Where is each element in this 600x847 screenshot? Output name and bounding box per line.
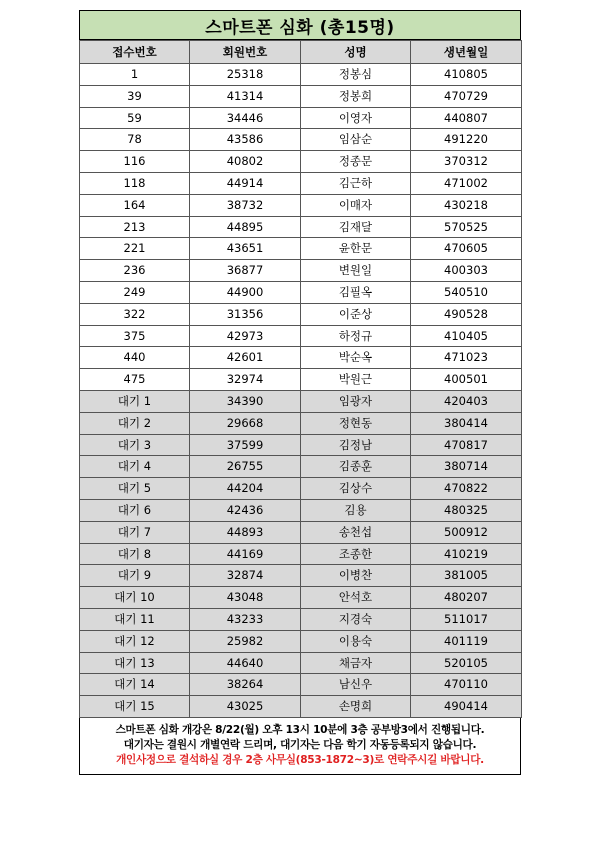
- cell-name: 정현동: [301, 412, 411, 434]
- cell-birthdate: 410219: [411, 543, 522, 565]
- cell-member-no: 43586: [190, 129, 301, 151]
- cell-name: 이준상: [301, 303, 411, 325]
- cell-name: 송천섭: [301, 521, 411, 543]
- cell-member-no: 44169: [190, 543, 301, 565]
- cell-birthdate: 490528: [411, 303, 522, 325]
- cell-birthdate: 410805: [411, 64, 522, 86]
- cell-receipt-no: 164: [80, 194, 190, 216]
- table-row: [80, 325, 522, 347]
- cell-receipt-no: 대기 12: [80, 630, 190, 652]
- cell-name: 정종문: [301, 151, 411, 173]
- waitlist-row: [80, 696, 522, 718]
- cell-member-no: 38264: [190, 674, 301, 696]
- cell-member-no: 40802: [190, 151, 301, 173]
- cell-birthdate: 380714: [411, 456, 522, 478]
- cell-receipt-no: 440: [80, 347, 190, 369]
- cell-birthdate: 400501: [411, 369, 522, 391]
- cell-member-no: 41314: [190, 85, 301, 107]
- cell-birthdate: 440807: [411, 107, 522, 129]
- cell-birthdate: 400303: [411, 260, 522, 282]
- waitlist-row: [80, 456, 522, 478]
- cell-name: 김용: [301, 499, 411, 521]
- cell-member-no: 43233: [190, 608, 301, 630]
- cell-birthdate: 471002: [411, 172, 522, 194]
- cell-receipt-no: 118: [80, 172, 190, 194]
- waitlist-row: [80, 390, 522, 412]
- cell-name: 남신우: [301, 674, 411, 696]
- cell-receipt-no: 322: [80, 303, 190, 325]
- cell-name: 임삼순: [301, 129, 411, 151]
- notice-line-waitlist: 대기자는 결원시 개별연락 드리며, 대기자는 다음 학기 자동등록되지 않습니다.: [123, 738, 477, 751]
- waitlist-row: [80, 630, 522, 652]
- cell-birthdate: 470822: [411, 478, 522, 500]
- cell-receipt-no: 375: [80, 325, 190, 347]
- cell-member-no: 32874: [190, 565, 301, 587]
- cell-birthdate: 490414: [411, 696, 522, 718]
- cell-birthdate: 540510: [411, 281, 522, 303]
- cell-receipt-no: 1: [80, 64, 190, 86]
- table-row: [80, 151, 522, 173]
- cell-member-no: 42436: [190, 499, 301, 521]
- cell-birthdate: 511017: [411, 608, 522, 630]
- cell-birthdate: 381005: [411, 565, 522, 587]
- waitlist-row: [80, 608, 522, 630]
- cell-receipt-no: 대기 9: [80, 565, 190, 587]
- cell-name: 정봉심: [301, 64, 411, 86]
- cell-birthdate: 491220: [411, 129, 522, 151]
- cell-receipt-no: 대기 2: [80, 412, 190, 434]
- cell-birthdate: 480207: [411, 587, 522, 609]
- cell-member-no: 34390: [190, 390, 301, 412]
- cell-member-no: 36877: [190, 260, 301, 282]
- cell-name: 김근하: [301, 172, 411, 194]
- cell-name: 김필옥: [301, 281, 411, 303]
- cell-name: 이영자: [301, 107, 411, 129]
- cell-name: 채금자: [301, 652, 411, 674]
- cell-member-no: 44640: [190, 652, 301, 674]
- cell-member-no: 44914: [190, 172, 301, 194]
- cell-receipt-no: 213: [80, 216, 190, 238]
- cell-birthdate: 380414: [411, 412, 522, 434]
- waitlist-row: [80, 565, 522, 587]
- cell-name: 손명희: [301, 696, 411, 718]
- table-row: [80, 369, 522, 391]
- table-row: [80, 172, 522, 194]
- cell-member-no: 37599: [190, 434, 301, 456]
- cell-receipt-no: 대기 14: [80, 674, 190, 696]
- cell-receipt-no: 대기 4: [80, 456, 190, 478]
- cell-name: 지경숙: [301, 608, 411, 630]
- cell-receipt-no: 대기 3: [80, 434, 190, 456]
- header-row: [80, 41, 522, 64]
- cell-receipt-no: 대기 1: [80, 390, 190, 412]
- table-row: [80, 281, 522, 303]
- cell-member-no: 42601: [190, 347, 301, 369]
- notice-line-absence: 개인사정으로 결석하실 경우 2층 사무실(853-1872~3)로 연락주시길 바랍니다.: [116, 753, 484, 766]
- cell-member-no: 44204: [190, 478, 301, 500]
- table-row: [80, 194, 522, 216]
- cell-receipt-no: 221: [80, 238, 190, 260]
- waitlist-row: [80, 434, 522, 456]
- cell-receipt-no: 대기 15: [80, 696, 190, 718]
- cell-birthdate: 401119: [411, 630, 522, 652]
- table-row: [80, 107, 522, 129]
- cell-receipt-no: 대기 5: [80, 478, 190, 500]
- cell-receipt-no: 116: [80, 151, 190, 173]
- waitlist-row: [80, 652, 522, 674]
- cell-receipt-no: 대기 7: [80, 521, 190, 543]
- cell-member-no: 44893: [190, 521, 301, 543]
- table-row: [80, 260, 522, 282]
- waitlist-row: [80, 499, 522, 521]
- cell-receipt-no: 236: [80, 260, 190, 282]
- cell-member-no: 43048: [190, 587, 301, 609]
- cell-member-no: 42973: [190, 325, 301, 347]
- cell-receipt-no: 475: [80, 369, 190, 391]
- cell-name: 김정남: [301, 434, 411, 456]
- waitlist-row: [80, 521, 522, 543]
- roster-sheet: [79, 10, 521, 775]
- cell-member-no: 25318: [190, 64, 301, 86]
- cell-name: 임광자: [301, 390, 411, 412]
- cell-name: 이용숙: [301, 630, 411, 652]
- table-row: [80, 216, 522, 238]
- cell-name: 김종훈: [301, 456, 411, 478]
- waitlist-row: [80, 587, 522, 609]
- cell-member-no: 32974: [190, 369, 301, 391]
- cell-receipt-no: 78: [80, 129, 190, 151]
- cell-name: 이병찬: [301, 565, 411, 587]
- cell-name: 하정규: [301, 325, 411, 347]
- cell-receipt-no: 대기 10: [80, 587, 190, 609]
- table-row: [80, 347, 522, 369]
- cell-member-no: 29668: [190, 412, 301, 434]
- cell-name: 김재달: [301, 216, 411, 238]
- cell-member-no: 44895: [190, 216, 301, 238]
- cell-birthdate: 471023: [411, 347, 522, 369]
- cell-name: 윤한문: [301, 238, 411, 260]
- cell-birthdate: 520105: [411, 652, 522, 674]
- waitlist-row: [80, 412, 522, 434]
- cell-birthdate: 420403: [411, 390, 522, 412]
- table-row: [80, 64, 522, 86]
- notice-box: [79, 718, 521, 775]
- cell-birthdate: 500912: [411, 521, 522, 543]
- table-row: [80, 85, 522, 107]
- notice-line-schedule: 스마트폰 심화 개강은 8/22(월) 오후 13시 10분에 3층 공부방3에서 진행됩니다.: [115, 723, 485, 736]
- column-header-birthdate: 생년월일: [411, 41, 522, 64]
- cell-receipt-no: 249: [80, 281, 190, 303]
- cell-member-no: 26755: [190, 456, 301, 478]
- page-title: 스마트폰 심화 (총15명): [79, 10, 521, 40]
- cell-name: 정봉희: [301, 85, 411, 107]
- cell-birthdate: 410405: [411, 325, 522, 347]
- cell-member-no: 31356: [190, 303, 301, 325]
- cell-receipt-no: 대기 8: [80, 543, 190, 565]
- roster-table: [79, 40, 522, 718]
- cell-birthdate: 370312: [411, 151, 522, 173]
- cell-member-no: 44900: [190, 281, 301, 303]
- cell-receipt-no: 대기 11: [80, 608, 190, 630]
- cell-name: 박순옥: [301, 347, 411, 369]
- cell-member-no: 25982: [190, 630, 301, 652]
- cell-birthdate: 470817: [411, 434, 522, 456]
- cell-birthdate: 430218: [411, 194, 522, 216]
- cell-name: 박원근: [301, 369, 411, 391]
- cell-name: 조종한: [301, 543, 411, 565]
- cell-receipt-no: 대기 6: [80, 499, 190, 521]
- cell-birthdate: 480325: [411, 499, 522, 521]
- roster-body: [80, 64, 522, 718]
- cell-birthdate: 470729: [411, 85, 522, 107]
- table-row: [80, 303, 522, 325]
- table-row: [80, 238, 522, 260]
- cell-receipt-no: 59: [80, 107, 190, 129]
- cell-birthdate: 470110: [411, 674, 522, 696]
- column-header-member-no: 회원번호: [190, 41, 301, 64]
- cell-member-no: 43025: [190, 696, 301, 718]
- waitlist-row: [80, 543, 522, 565]
- cell-receipt-no: 39: [80, 85, 190, 107]
- cell-birthdate: 470605: [411, 238, 522, 260]
- column-header-name: 성명: [301, 41, 411, 64]
- cell-member-no: 43651: [190, 238, 301, 260]
- waitlist-row: [80, 674, 522, 696]
- cell-member-no: 38732: [190, 194, 301, 216]
- cell-name: 이매자: [301, 194, 411, 216]
- waitlist-row: [80, 478, 522, 500]
- cell-receipt-no: 대기 13: [80, 652, 190, 674]
- cell-name: 안석호: [301, 587, 411, 609]
- cell-name: 김상수: [301, 478, 411, 500]
- table-row: [80, 129, 522, 151]
- cell-birthdate: 570525: [411, 216, 522, 238]
- cell-name: 변원일: [301, 260, 411, 282]
- column-header-receipt-no: 접수번호: [80, 41, 190, 64]
- cell-member-no: 34446: [190, 107, 301, 129]
